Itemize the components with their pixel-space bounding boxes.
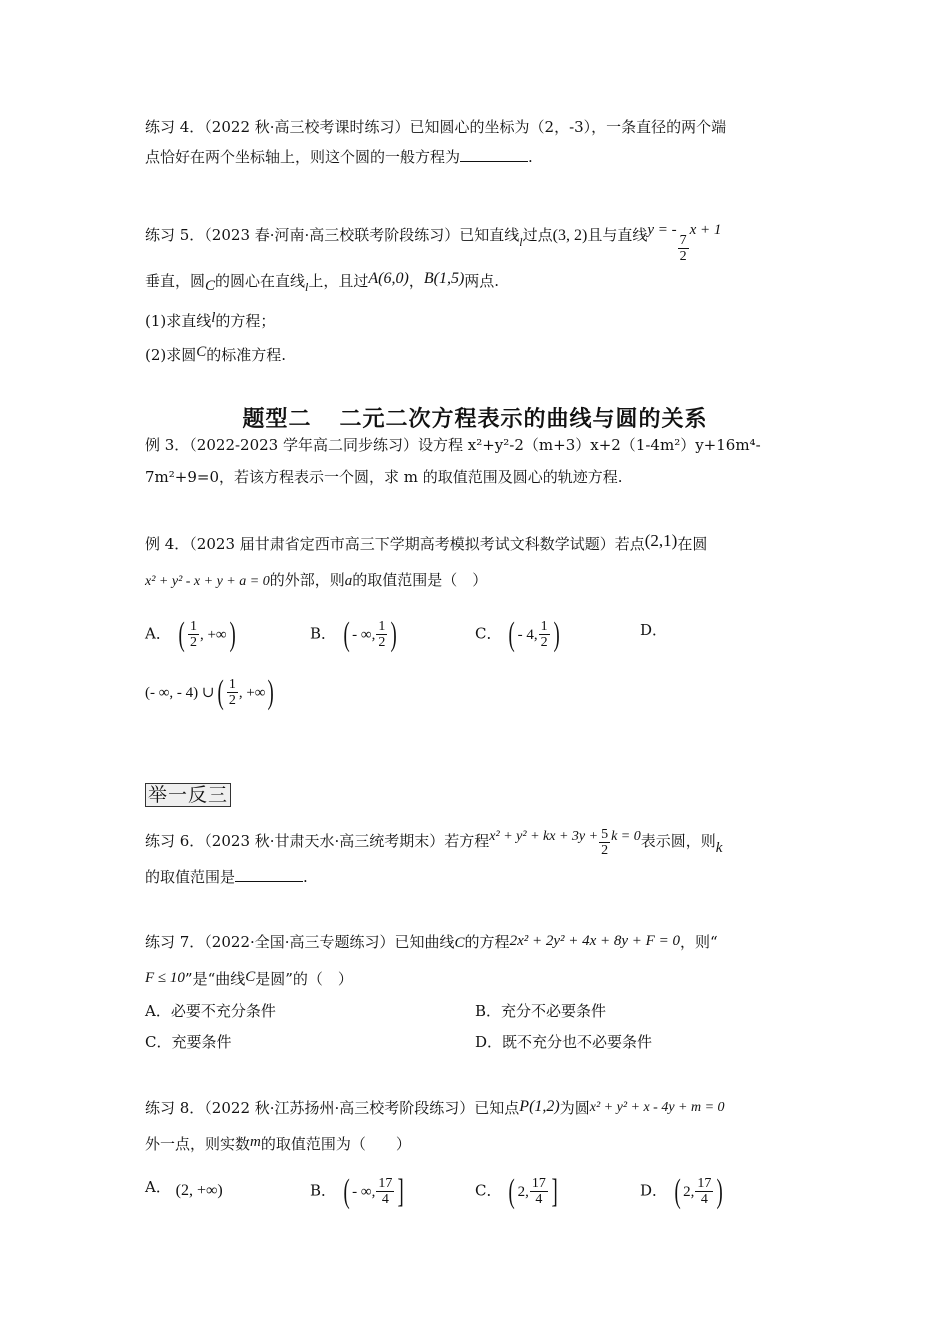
ex5-q1 [145,307,275,332]
ex5-passes: 上，且过 [308,272,369,290]
ex8-option-c[interactable] [475,1172,560,1210]
eg4-option-d-value[interactable] [145,673,277,711]
eg4-option-a[interactable] [145,615,238,653]
ex7-option-d[interactable]: D．既不充分也不必要条件 [475,1033,653,1051]
ex8-option-a[interactable] [145,1176,223,1202]
ex5-line1 [145,219,721,264]
ex5-intro: 练习 5．（2023 春·河南·高三校联考阶段练习）已知直线 [145,226,520,244]
point-2-1: (2,1) [644,531,678,550]
ex8-outside: 外一点，则实数 [145,1135,251,1153]
eg4-intro: 例 4．（2023 届甘肃省定西市高三下学期高考模拟考试文科数学试题）若点 [145,535,645,553]
ex7-is-curve: ”是“曲线 [184,970,246,988]
option-label: B． [310,1181,337,1200]
interval: ( - ∞, $\frac{17}{4}$ ] [343,1172,405,1210]
ex5-through: 过点 [522,226,553,244]
option-label: C． [475,1181,502,1200]
ex7-condition: F ≤ 10 [145,970,185,986]
section-heading-title: 二元二次方程表示的曲线与圆的关系 [339,407,708,432]
ex8-for-circle: 为圆 [559,1099,590,1117]
ex8-line1 [145,1096,725,1119]
point-A: A(6,0) [368,270,409,287]
line-l: l [211,310,216,326]
practice-label: 举一反三 [145,783,231,807]
eg4-equation: x² + y² - x + y + a = 0 [145,574,270,589]
ex5-eq-left: y = - [647,222,677,238]
circle-C: C [196,344,207,360]
ex7-equation: 2x² + 2y² + 4x + 8y + F = 0 [509,933,680,949]
ex7-line2 [145,966,353,990]
point-B: B(1,5) [423,270,465,287]
ex8-intro: 练习 8．（2022 秋·江苏扬州·高三校考阶段练习）已知点 [145,1099,520,1117]
ex8-option-b[interactable] [310,1172,407,1210]
answer-blank[interactable] [460,147,528,162]
ex6-line1 [145,826,722,859]
ex5-with-line: 且与直线 [587,226,648,244]
ex8-range: 的取值范围为（ ） [260,1135,411,1153]
ex8-equation: x² + y² + x - 4y + m = 0 [589,1100,725,1115]
interval: ( 2, $\frac{17}{4}$ ] [508,1172,558,1210]
option-label: A． [145,1178,171,1196]
eg4-in-circle: 在圆 [677,535,708,553]
frac-7-2: $\frac{7}{2}$ [679,233,687,264]
ex4-line2 [145,146,533,168]
ex7-option-c[interactable]: C．充要条件 [145,1033,232,1051]
ex4-line2-text: 点恰好在两个坐标轴上，则这个圆的一般方程为 [145,148,461,166]
var-a: a [344,573,353,589]
ex5-q1-text: (1)求直线 [145,312,212,330]
ex6-end: . [303,868,308,886]
section-heading-label: 题型二 [242,407,312,432]
ex7-option-a[interactable]: A．必要不充分条件 [145,1002,276,1020]
section-heading [0,402,950,433]
answer-blank[interactable] [235,867,303,882]
interval: ( 2, $\frac{17}{4}$ ) [674,1172,724,1210]
eg3-line1: 例 3．（2022-2023 学年高二同步练习）设方程 x²+y²-2（m+3）x+2（1-4m²）y+16m⁴- [145,436,761,454]
ex7-option-b[interactable]: B．充分不必要条件 [475,1002,607,1020]
eg4-option-d[interactable] [640,619,667,641]
ex5-comma: ， [408,272,424,290]
ex8-option-d[interactable] [640,1172,726,1210]
frac-5-2: $\frac{5}{2}$ [601,826,609,858]
ex6-intro: 练习 6．（2023 秋·甘肃天水·高三统考期末）若方程 [145,832,490,850]
eg4-line2 [145,569,487,593]
ex6-represents: 表示圆，则 [640,832,716,850]
ex5-line2 [145,268,499,298]
option-label: D． [640,621,668,639]
ex5-q2-text: (2)求圆 [145,346,197,364]
ex6-eq-right: k = 0 [611,829,641,844]
var-k: k [715,840,723,856]
curve-C: C [454,935,465,951]
ex7-is-circle: 是圆”的（ ） [255,970,353,988]
ex5-q2-end: 的标准方程. [206,346,287,364]
eg4-option-b[interactable] [310,615,400,653]
var-m: m [250,1134,261,1150]
ex5-perp: 垂直，圆 [145,272,206,290]
option-label: D． [640,1181,668,1200]
option-label: A． [145,624,171,643]
ex6-range: 的取值范围是 [145,868,236,886]
ex6-line2 [145,866,308,888]
interval: ( - ∞, $\frac{1}{2}$ ) [343,615,398,653]
point-P: P(1,2) [519,1098,560,1115]
ex7-then: ，则“ [679,933,718,951]
eg4-line1 [145,530,707,555]
interval: (2, +∞) [175,1182,223,1199]
option-label: B． [310,624,337,643]
line-l: l [305,280,309,294]
ex8-line2 [145,1131,411,1155]
interval: (- ∞, - 4) ∪ ( $\frac{1}{2}$ , +∞ ) [145,673,275,711]
interval: ( $\frac{1}{2}$ , +∞ ) [178,615,236,653]
ex5-two-points: 两点. [464,272,500,290]
point-3-2: (3, 2) [552,227,588,244]
eg3-line2: 7m²+9=0，若该方程表示一个圆，求 m 的取值范围及圆心的轨迹方程. [145,468,623,486]
eg4-outside: 的外部，则 [269,571,345,589]
ex4-line2-end: . [528,148,533,166]
ex7-line1 [145,930,718,954]
ex7-equation-of: 的方程 [464,933,510,951]
curve-C: C [245,969,256,985]
ex5-eq-right: x + 1 [689,222,722,238]
ex6-eq-left: x² + y² + kx + 3y + [489,829,599,844]
line-l: l [519,235,523,249]
interval: ( - 4, $\frac{1}{2}$ ) [508,615,560,653]
option-label: C． [475,624,502,643]
eg4-range: 的取值范围是（ ） [352,571,488,589]
circle-C: C [205,278,216,294]
ex7-intro: 练习 7．（2022·全国·高三专题练习）已知曲线 [145,933,455,951]
ex5-q1-end: 的方程； [215,312,276,330]
ex4-line1: 练习 4．（2022 秋·高三校考课时练习）已知圆心的坐标为（2，-3），一条直径的两个端 [145,118,727,136]
ex5-q2 [145,341,286,366]
ex5-center-on: 的圆心在直线 [215,272,306,290]
eg4-option-c[interactable] [475,615,562,653]
